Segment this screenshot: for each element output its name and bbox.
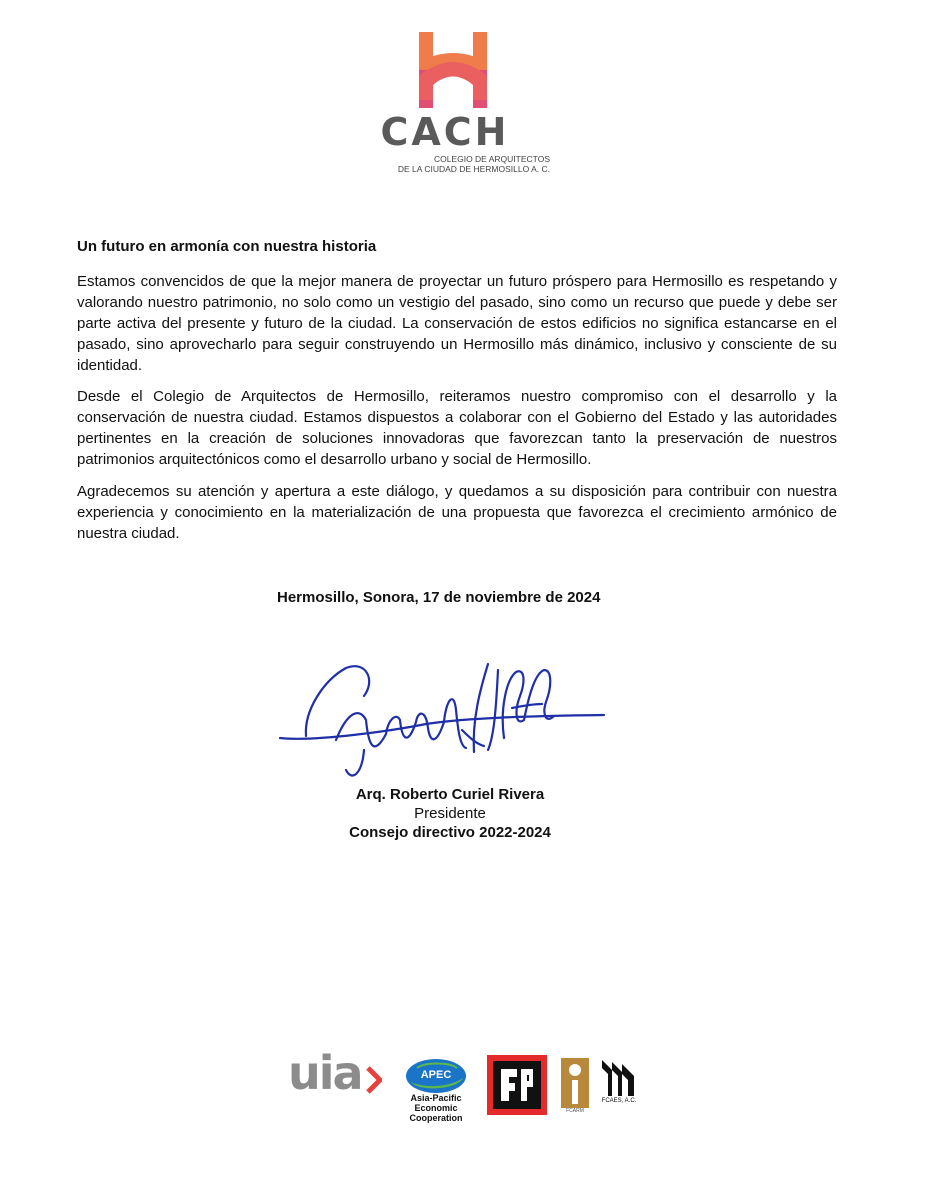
handwritten-signature xyxy=(276,650,611,785)
fcaes-logo xyxy=(598,1056,640,1112)
fa-square-logo xyxy=(487,1055,547,1115)
cach-logo-subtitle-line1: COLEGIO DE ARQUITECTOS xyxy=(433,154,550,164)
cach-h-arch-icon xyxy=(370,30,520,110)
signer-role: Presidente xyxy=(414,805,486,822)
place-and-date: Hermosillo, Sonora, 17 de noviembre de 2024 xyxy=(277,589,601,606)
uia-logo-text: uia xyxy=(288,1046,362,1100)
apec-caption-line2: Economic Cooperation xyxy=(409,1103,463,1123)
signer-council: Consejo directivo 2022-2024 xyxy=(349,824,551,841)
fcaes-caption: FCAES, A.C. xyxy=(601,1098,637,1104)
letter-paragraph-3: Agradecemos su atención y apertura a este diálogo, y quedamos a su disposición para contribuir con nuestra experiencia y conocimiento en la materialización de una propuesta que favorezca el crecimiento armónico de nuestra ciudad. xyxy=(77,483,837,542)
apec-caption-line1: Asia-Pacific xyxy=(410,1093,462,1103)
letter-paragraph-2: Desde el Colegio de Arquitectos de Hermosillo, reiteramos nuestro compromiso con el desarrollo y la conservación de nuestra ciudad. Estamos dispuestos a colaborar con el Gobierno del Estado y las autoridades pertinentes en la creación de soluciones innovadoras que favorezcan tanto la preservación de nuestros patrimonios arquitectónicos como el desarrollo urbano y social de Hermosillo. xyxy=(77,388,837,468)
uia-arrow-icon xyxy=(366,1066,382,1094)
signer-name: Arq. Roberto Curiel Rivera xyxy=(355,786,545,803)
fcarm-caption: FCARM xyxy=(566,1108,584,1114)
cach-logo-wordmark: CACH xyxy=(380,110,510,154)
apec-logo xyxy=(390,1058,482,1123)
cach-logo-subtitle-line2: DE LA CIUDAD DE HERMOSILLO A. C. xyxy=(397,164,550,174)
fcaes-emblem-icon xyxy=(598,1056,640,1100)
fcarm-emblem-icon xyxy=(558,1056,592,1108)
fa-square-icon xyxy=(487,1055,547,1115)
apec-badge-text: APEC xyxy=(420,1069,452,1081)
uia-logo xyxy=(288,1046,383,1104)
letter-title: Un futuro en armonía con nuestra historia xyxy=(77,238,377,255)
cach-logo-subtitle xyxy=(375,154,550,174)
fcarm-logo xyxy=(558,1056,592,1120)
letter-paragraph-1: Estamos convencidos de que la mejor manera de proyectar un futuro próspero para Hermosillo es respetando y valorando nuestro patrimonio, no solo como un vestigio del pasado, sino como un recurso que puede y debe ser parte activa del presente y futuro de la ciudad. La conservación de estos edificios no significa estancarse en el pasado, sino aprovecharlo para seguir construyendo un Hermosillo más dinámico, inclusivo y consciente de su identidad. xyxy=(77,273,837,374)
apec-globe-icon xyxy=(405,1058,467,1094)
cach-logo xyxy=(370,30,550,180)
